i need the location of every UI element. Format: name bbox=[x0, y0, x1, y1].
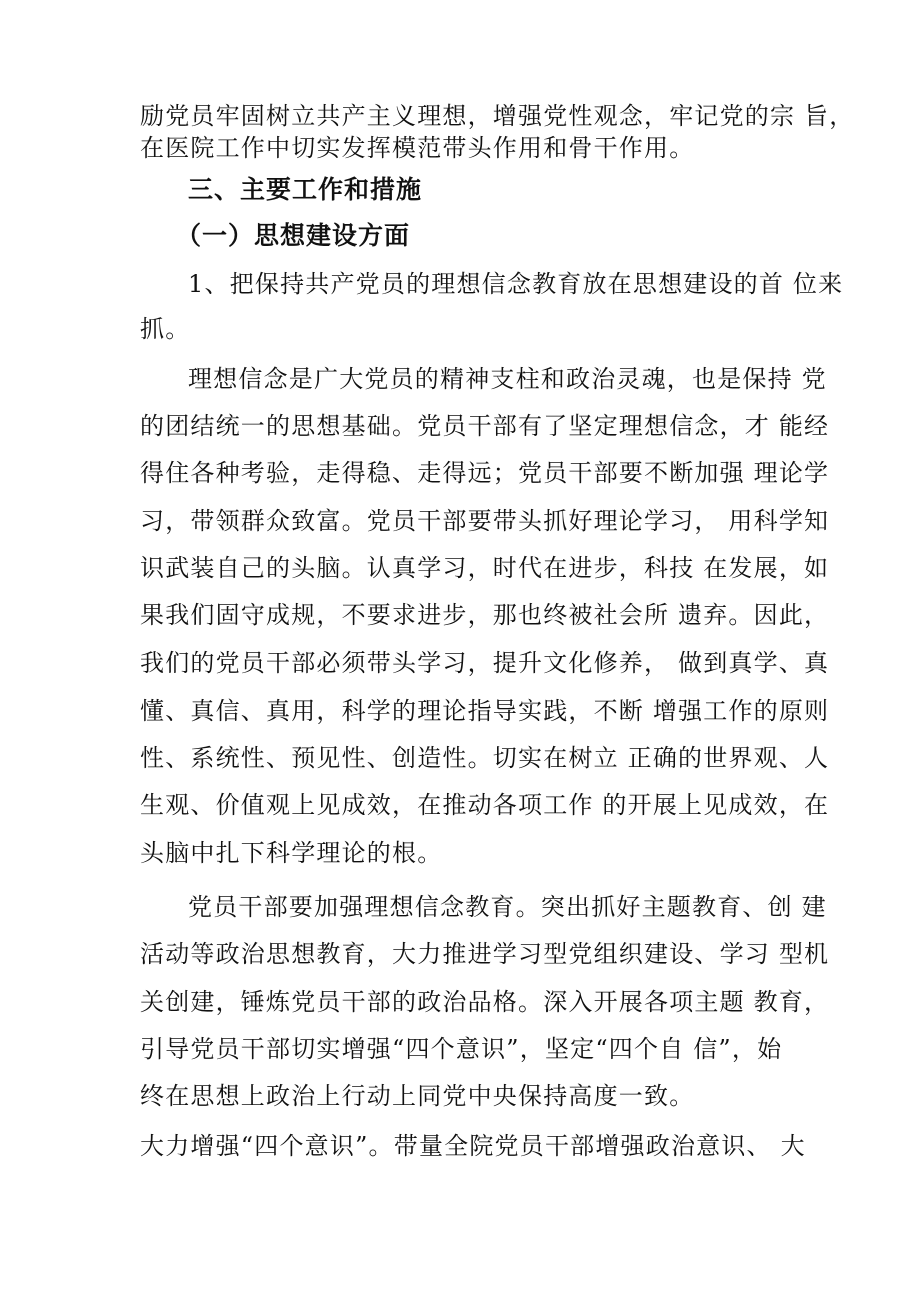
para1-line: 头脑中扎下科学理论的根。 bbox=[140, 839, 443, 867]
item1-line: 抓。 bbox=[140, 315, 191, 343]
para1-line: 习，带领群众致富。党员干部要带头抓好理论学习， 用科学知 bbox=[140, 507, 830, 535]
subsection-heading: （一）思想建设方面 bbox=[176, 221, 411, 250]
para1-line: 果我们固守成规，不要求进步，那也终被社会所 遗弃。因此， bbox=[140, 601, 830, 629]
para2-line: 引导党员干部切实增强“四个意识”，坚定“四个自 信”，始 bbox=[140, 1035, 783, 1063]
para1-line: 理想信念是广大党员的精神支柱和政治灵魂，也是保持 党 bbox=[188, 365, 827, 393]
para2-line: 党员干部要加强理想信念教育。突出抓好主题教育、创 建 bbox=[188, 893, 827, 921]
para1-line: 我们的党员干部必须带头学习，提升文化修养， 做到真学、真 bbox=[140, 649, 830, 677]
para1-line: 懂、真信、真用，科学的理论指导实践，不断 增强工作的原则 bbox=[140, 697, 830, 725]
intro-line: 在医院工作中切实发挥模范带头作用和骨干作用。 bbox=[140, 134, 695, 162]
para1-line: 得住各种考验，走得稳、走得远；党员干部要不断加强 理论学 bbox=[140, 459, 830, 487]
para3-line: 大力增强“四个意识”。带量全院党员干部增强政治意识、 大 bbox=[140, 1132, 806, 1160]
item1-line: 1、把保持共产党员的理想信念教育放在思想建设的首 位来 bbox=[188, 270, 844, 298]
intro-line: 励党员牢固树立共产主义理想，增强党性观念，牢记党的宗 旨， bbox=[140, 102, 855, 130]
para2-line: 活动等政治思想教育，大力推进学习型党组织建设、学习 型机 bbox=[140, 940, 830, 968]
para1-line: 性、系统性、预见性、创造性。切实在树立 正确的世界观、人 bbox=[140, 744, 830, 772]
section-heading: 三、主要工作和措施 bbox=[188, 175, 423, 204]
para1-line: 识武装自己的头脑。认真学习，时代在进步，科技 在发展，如 bbox=[140, 554, 830, 582]
para1-line: 生观、价值观上见成效，在推动各项工作 的开展上见成效，在 bbox=[140, 791, 830, 819]
para2-line: 终在思想上政治上行动上同党中央保持高度一致。 bbox=[140, 1082, 695, 1110]
para1-line: 的团结统一的思想基础。党员干部有了坚定理想信念，才 能经 bbox=[140, 412, 830, 440]
para2-line: 关创建，锤炼党员干部的政治品格。深入开展各项主题 教育， bbox=[140, 988, 830, 1016]
